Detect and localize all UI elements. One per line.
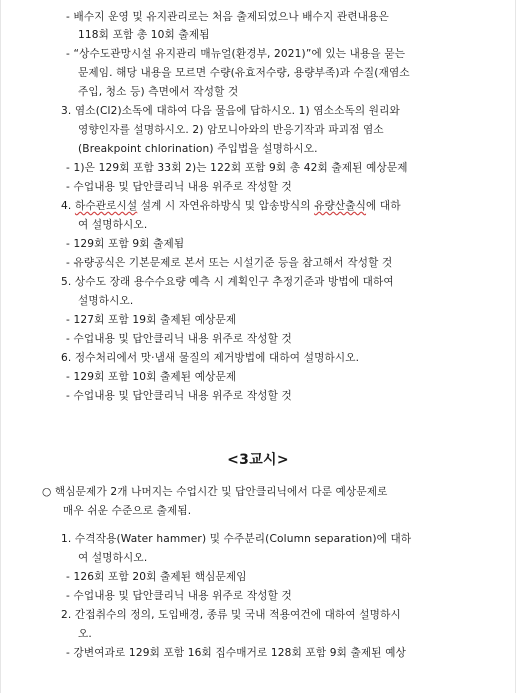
question-text: 설계 시 자연유하방식 및 압송방식의 — [137, 200, 315, 212]
question-6: 6. 정수처리에서 맛·냄새 물질의 제거방법에 대하여 설명하시오. — [61, 352, 360, 364]
summary-line: ○ 핵심문제가 2개 나머지는 수업시간 및 답안클리닉에서 다룬 예상문제로 — [42, 486, 388, 498]
note-line: 118회 포함 총 10회 출제됨 — [78, 29, 210, 41]
question-line: 여 설명하시오. — [78, 552, 148, 564]
question-line: (Breakpoint chlorination) 주입법을 설명하시오. — [78, 143, 318, 155]
question-1: 1. 수격작용(Water hammer) 및 수주분리(Column separation)에 대하 — [61, 533, 412, 545]
summary-line: 매우 쉬운 수준으로 출제됨. — [63, 505, 192, 517]
question-4 — [61, 199, 401, 213]
question-3: 3. 염소(Cl2)소독에 대하여 다음 물음에 답하시오. 1) 염소소독의 원리와 — [61, 105, 400, 117]
question-line: 여 설명하시오. — [78, 219, 148, 231]
note-line: - 129회 포함 9회 출제됨 — [66, 238, 185, 250]
note-line: - 수업내용 및 답안클리닉 내용 위주로 작성할 것 — [66, 181, 292, 193]
note-line: - 배수지 운영 및 유지관리로는 처음 출제되었으나 배수지 관련내용은 — [66, 11, 389, 23]
page-left-edge — [0, 0, 1, 693]
note-line: - 수업내용 및 답안클리닉 내용 위주로 작성할 것 — [66, 333, 292, 345]
spellcheck-term: 유량산출식 — [314, 200, 367, 212]
question-line: 오. — [78, 628, 92, 640]
question-line: 영향인자를 설명하시오. 2) 암모니아와의 반응기작과 파괴점 염소 — [78, 124, 384, 136]
note-line: 주입, 청소 등) 측면에서 작성할 것 — [78, 86, 239, 98]
note-line: - “상수도관망시설 유지관리 매뉴얼(환경부, 2021)”에 있는 내용을 묻는 — [66, 48, 406, 60]
note-line: 문제임. 해당 내용을 모르면 수량(유효저수량, 용량부족)과 수질(재염소 — [78, 67, 410, 79]
note-line: - 127회 포함 19회 출제된 예상문제 — [66, 314, 237, 326]
note-line: - 수업내용 및 답안클리닉 내용 위주로 작성할 것 — [66, 590, 292, 602]
question-text: 에 대하 — [366, 200, 401, 212]
question-5: 5. 상수도 장래 용수수요량 예측 시 계획인구 추정기준과 방법에 대하여 — [61, 276, 394, 288]
note-line: - 수업내용 및 답안클리닉 내용 위주로 작성할 것 — [66, 390, 292, 402]
note-line: - 1)은 129회 포함 33회 2)는 122회 포함 9회 총 42회 출제된 예상문제 — [66, 162, 408, 174]
question-line: 설명하시오. — [78, 295, 134, 307]
spellcheck-term: 하수관로시설 — [74, 200, 138, 212]
question-2: 2. 간접취수의 정의, 도입배경, 종류 및 국내 적용여건에 대하여 설명하시 — [61, 609, 401, 621]
note-line: - 129회 포함 10회 출제된 예상문제 — [66, 371, 237, 383]
question-number: 4. — [61, 200, 75, 212]
note-line: - 유량공식은 기본문제로 본서 또는 시설기준 등을 참고해서 작성할 것 — [66, 257, 393, 269]
note-line: - 126회 포함 20회 출제된 핵심문제임 — [66, 571, 247, 583]
section-heading: <3교시> — [227, 452, 289, 468]
note-line: - 강변여과로 129회 포함 16회 집수매거로 128회 포함 9회 출제된 예상 — [66, 647, 406, 659]
